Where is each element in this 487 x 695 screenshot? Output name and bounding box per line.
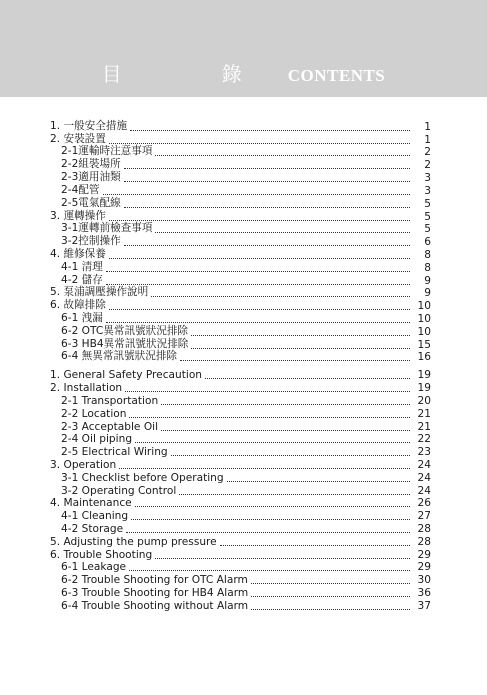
dot-leader [155, 153, 410, 156]
toc-entry-label: 6. 故障排除 [50, 299, 106, 312]
toc-entry-label: 6-4 無異常訊號狀況排除 [61, 350, 178, 363]
dot-leader [171, 453, 410, 456]
toc-entry-page-number: 6 [424, 236, 431, 249]
dot-leader [109, 141, 410, 144]
dot-leader [251, 581, 410, 584]
toc-entry[interactable] [50, 394, 431, 407]
toc-entry[interactable] [50, 261, 431, 274]
toc-entry-label: 4-2 Storage [61, 523, 124, 535]
dot-leader [109, 218, 410, 221]
toc-entry[interactable] [50, 497, 431, 510]
dot-leader [124, 166, 410, 169]
toc-entry[interactable] [50, 368, 431, 381]
toc-entry[interactable] [50, 586, 431, 599]
toc-entry[interactable] [50, 471, 431, 484]
toc-entry-page-number: 9 [424, 274, 431, 287]
dot-leader [103, 192, 411, 195]
dot-leader [179, 492, 410, 495]
toc-entry-page-number: 1 [424, 133, 431, 146]
toc-entry[interactable] [50, 235, 431, 248]
toc-entry-label: 1. 一般安全措施 [50, 119, 128, 132]
toc-entry-page-number: 28 [417, 523, 431, 535]
toc-entry-page-number: 19 [417, 382, 431, 395]
toc-entry-page-number: 16 [417, 351, 431, 364]
toc-entry-label: 4. 維修保養 [50, 247, 106, 260]
toc-entry-page-number: 27 [417, 510, 431, 523]
toc-entry-label: 3-2 Operating Control [61, 484, 177, 497]
toc-entry-page-number: 15 [417, 338, 431, 351]
toc-entry-label: 5. 泵浦調壓操作說明 [50, 286, 149, 299]
dot-leader [180, 358, 410, 361]
toc-entry-label: 3. 運轉操作 [50, 209, 106, 222]
toc-entry-page-number: 10 [417, 300, 431, 313]
toc-entry-label: 2-2組裝場所 [61, 158, 121, 171]
toc-entry-page-number: 36 [417, 587, 431, 600]
dot-leader [161, 402, 410, 405]
toc-entry-page-number: 1 [424, 120, 431, 133]
toc-entry[interactable] [50, 171, 431, 184]
dot-leader [155, 230, 410, 233]
toc-entry-page-number: 29 [417, 561, 431, 574]
toc-entry[interactable] [50, 420, 431, 433]
table-of-contents [50, 120, 431, 612]
toc-entry[interactable] [50, 248, 431, 261]
dot-leader [151, 294, 410, 297]
dot-leader [227, 479, 410, 482]
dot-leader [129, 568, 410, 571]
toc-entry-label: 6-2 Trouble Shooting for OTC Alarm [61, 574, 248, 587]
toc-entry[interactable] [50, 509, 431, 522]
toc-entry-label: 3-1運轉前檢查事項 [61, 222, 153, 235]
toc-entry-label: 2-3 Acceptable Oil [61, 420, 159, 433]
dot-leader [124, 243, 410, 246]
toc-chinese-section [50, 120, 431, 363]
dot-leader [109, 256, 410, 259]
toc-entry-page-number: 23 [417, 446, 431, 459]
page-title [0, 58, 487, 87]
toc-entry-page-number: 9 [424, 287, 431, 300]
toc-entry-label: 2-4 Oil piping [61, 433, 133, 446]
toc-entry[interactable] [50, 407, 431, 420]
toc-entry[interactable] [50, 484, 431, 497]
toc-entry-page-number: 29 [417, 548, 431, 561]
toc-entry[interactable] [50, 433, 431, 446]
toc-entry-page-number: 2 [424, 146, 431, 159]
toc-entry-page-number: 26 [417, 497, 431, 510]
toc-entry-label: 1. General Safety Precaution [50, 369, 203, 382]
dot-leader [124, 205, 410, 208]
toc-entry-label: 2-1運輸時注意事項 [61, 145, 153, 158]
toc-entry-label: 6. Trouble Shooting [50, 548, 153, 561]
toc-entry-label: 2-2 Location [61, 407, 127, 420]
dot-leader [220, 543, 410, 546]
toc-entry-page-number: 3 [424, 172, 431, 185]
dot-leader [155, 556, 410, 559]
toc-entry[interactable] [50, 573, 431, 586]
toc-entry[interactable] [50, 522, 431, 535]
toc-entry[interactable] [50, 299, 431, 312]
toc-entry-page-number: 3 [424, 184, 431, 197]
toc-entry-page-number: 10 [417, 325, 431, 338]
toc-entry[interactable] [50, 561, 431, 574]
toc-entry-label: 2. 安裝設置 [50, 132, 106, 145]
dot-leader [129, 415, 410, 418]
toc-entry-label: 3. Operation [50, 458, 117, 471]
toc-entry-label: 6-1 Leakage [61, 561, 127, 574]
toc-entry-label: 2-4配管 [61, 183, 100, 196]
toc-entry-label: 2-3適用油類 [61, 171, 121, 184]
toc-entry-page-number: 5 [424, 210, 431, 223]
toc-entry-label: 4-1 Cleaning [61, 510, 129, 523]
dot-leader [251, 594, 410, 597]
dot-leader [191, 333, 410, 336]
dot-leader [106, 282, 410, 285]
toc-entry-page-number: 8 [424, 261, 431, 274]
dot-leader [119, 466, 410, 469]
toc-entry-label: 2-5 Electrical Wiring [61, 446, 168, 459]
toc-entry-label: 3-1 Checklist before Operating [61, 471, 224, 484]
dot-leader [135, 440, 410, 443]
title-english: CONTENTS [287, 66, 386, 85]
toc-entry[interactable] [50, 197, 431, 210]
toc-entry-label: 6-3 HB4異常訊號狀況排除 [61, 337, 189, 350]
toc-entry-label: 2. Installation [50, 382, 123, 395]
dot-leader [109, 307, 410, 310]
toc-entry-label: 6-4 Trouble Shooting without Alarm [61, 599, 249, 612]
toc-entry[interactable] [50, 535, 431, 548]
toc-entry-page-number: 5 [424, 197, 431, 210]
toc-english-section [50, 368, 431, 611]
toc-entry-label: 6-2 OTC異常訊號狀況排除 [61, 324, 189, 337]
toc-entry-label: 4-2 儲存 [61, 273, 103, 286]
toc-entry-page-number: 2 [424, 159, 431, 172]
toc-entry[interactable] [50, 445, 431, 458]
toc-entry-label: 3-2控制操作 [61, 235, 121, 248]
toc-entry-page-number: 5 [424, 223, 431, 236]
toc-entry-page-number: 22 [417, 433, 431, 446]
toc-entry-label: 5. Adjusting the pump pressure [50, 535, 217, 548]
toc-entry-page-number: 28 [417, 535, 431, 548]
toc-entry-label: 4. Maintenance [50, 497, 132, 510]
toc-entry-label: 6-3 Trouble Shooting for HB4 Alarm [61, 587, 249, 600]
toc-entry-page-number: 19 [417, 369, 431, 382]
toc-entry[interactable] [50, 458, 431, 471]
toc-entry[interactable] [50, 287, 431, 300]
toc-entry-page-number: 24 [417, 471, 431, 484]
dot-leader [126, 530, 410, 533]
toc-entry-page-number: 8 [424, 248, 431, 261]
toc-entry-label: 2-5電氣配線 [61, 196, 121, 209]
toc-entry-page-number: 24 [417, 484, 431, 497]
toc-entry-page-number: 24 [417, 458, 431, 471]
dot-leader [106, 269, 410, 272]
dot-leader [124, 179, 410, 182]
toc-entry-page-number: 37 [417, 599, 431, 612]
dot-leader [205, 376, 410, 379]
dot-leader [131, 517, 410, 520]
toc-entry-label: 4-1 清理 [61, 260, 103, 273]
toc-entry-page-number: 21 [417, 407, 431, 420]
toc-entry-label: 6-1 洩漏 [61, 312, 103, 324]
dot-leader [130, 128, 410, 131]
toc-entry-page-number: 20 [417, 394, 431, 407]
toc-entry[interactable] [50, 548, 431, 561]
toc-entry-label: 2-1 Transportation [61, 394, 159, 407]
toc-entry-page-number: 30 [417, 574, 431, 587]
toc-entry-page-number: 21 [417, 420, 431, 433]
toc-entry-page-number: 10 [417, 313, 431, 325]
dot-leader [191, 346, 410, 349]
dot-leader [251, 607, 410, 610]
dot-leader [135, 504, 410, 507]
dot-leader [161, 428, 410, 431]
dot-leader [125, 389, 410, 392]
toc-entry[interactable] [50, 381, 431, 394]
title-chinese: 目 錄 [101, 62, 282, 86]
toc-entry[interactable] [50, 599, 431, 612]
toc-entry[interactable] [50, 351, 431, 364]
toc-entry[interactable] [50, 120, 431, 133]
